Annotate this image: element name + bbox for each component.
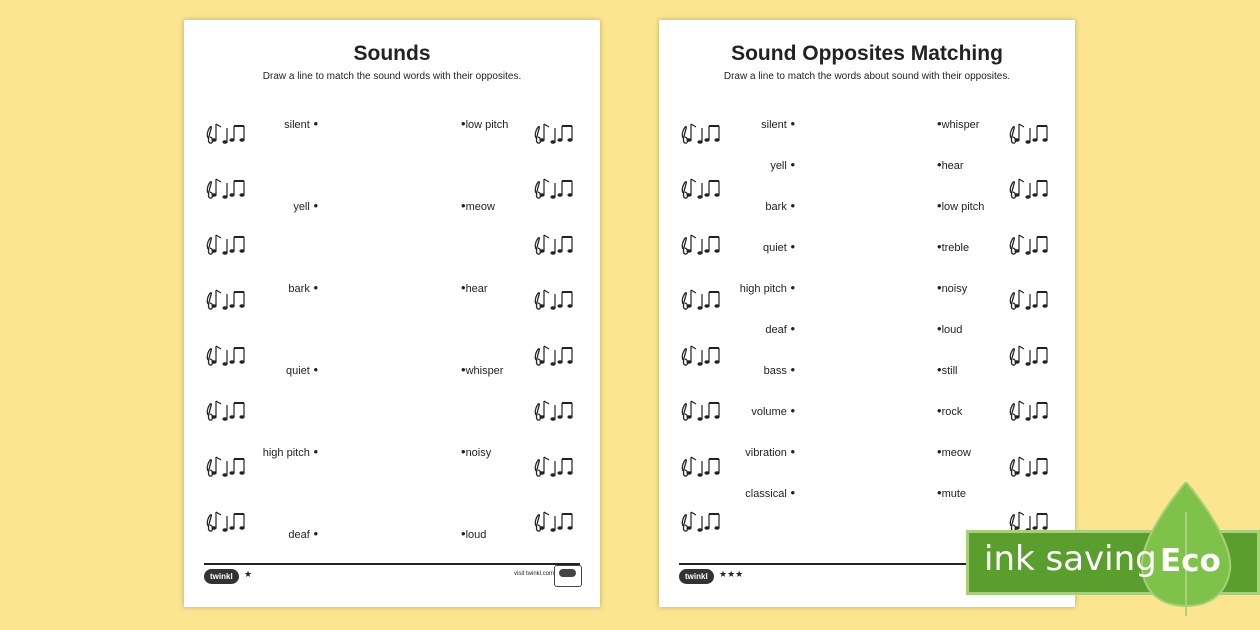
right-word: • low pitch bbox=[461, 116, 508, 131]
instructions: Draw a line to match the words about sound with their opposites. bbox=[723, 71, 1011, 82]
music-notes-icon bbox=[679, 506, 725, 536]
music-notes-icon bbox=[532, 506, 578, 536]
music-notes-icon bbox=[204, 506, 250, 536]
left-word: high pitch • bbox=[675, 280, 795, 295]
music-notes-icon bbox=[1007, 284, 1053, 314]
right-word: • loud bbox=[461, 526, 486, 541]
right-word: • noisy bbox=[937, 280, 967, 295]
left-word: silent • bbox=[675, 116, 795, 131]
difficulty-stars: ★★★ bbox=[719, 569, 744, 579]
music-notes-icon bbox=[1007, 118, 1053, 148]
footer-divider bbox=[204, 563, 580, 565]
left-word: deaf • bbox=[675, 321, 795, 336]
music-notes-icon bbox=[679, 118, 725, 148]
right-word: • treble bbox=[937, 239, 969, 254]
right-word: • whisper bbox=[937, 116, 979, 131]
music-notes-icon bbox=[679, 451, 725, 481]
music-notes-icon bbox=[679, 229, 725, 259]
right-word: • meow bbox=[461, 198, 495, 213]
worksheet-sounds bbox=[184, 20, 600, 607]
music-notes-icon bbox=[532, 284, 578, 314]
left-word: bass • bbox=[675, 362, 795, 377]
music-notes-icon bbox=[204, 229, 250, 259]
instructions: Draw a line to match the sound words with their opposites. bbox=[262, 71, 522, 82]
worksheet-sound-opposites bbox=[659, 20, 1075, 607]
music-notes-icon bbox=[532, 451, 578, 481]
music-notes-icon bbox=[532, 395, 578, 425]
right-word: • low pitch bbox=[937, 198, 984, 213]
twinkl-logo: twinkl bbox=[679, 569, 714, 584]
music-notes-icon bbox=[679, 284, 725, 314]
right-word: • still bbox=[937, 362, 957, 377]
page-title: Sounds bbox=[353, 42, 431, 65]
music-notes-icon bbox=[1007, 173, 1053, 203]
music-notes-icon bbox=[204, 173, 250, 203]
music-notes-icon bbox=[679, 340, 725, 370]
music-notes-icon bbox=[532, 340, 578, 370]
left-word: quiet • bbox=[198, 362, 318, 377]
right-word: • meow bbox=[937, 444, 971, 459]
right-word: • hear bbox=[937, 157, 964, 172]
music-notes-icon bbox=[204, 118, 250, 148]
right-word: • rock bbox=[937, 403, 962, 418]
left-word: volume • bbox=[675, 403, 795, 418]
difficulty-stars: ★ bbox=[244, 569, 253, 579]
page-title: Sound Opposites Matching bbox=[731, 42, 1003, 65]
music-notes-icon bbox=[679, 395, 725, 425]
twinkl-badge-icon bbox=[554, 565, 582, 587]
music-notes-icon bbox=[1007, 340, 1053, 370]
music-notes-icon bbox=[532, 173, 578, 203]
ink-saving-label: ink saving bbox=[984, 539, 1157, 579]
music-notes-icon bbox=[204, 395, 250, 425]
right-word: • noisy bbox=[461, 444, 491, 459]
twinkl-logo: twinkl bbox=[204, 569, 239, 584]
left-word: bark • bbox=[675, 198, 795, 213]
left-word: high pitch • bbox=[198, 444, 318, 459]
right-word: • hear bbox=[461, 280, 488, 295]
left-word: vibration • bbox=[675, 444, 795, 459]
left-word: yell • bbox=[675, 157, 795, 172]
left-word: classical • bbox=[675, 485, 795, 500]
music-notes-icon bbox=[204, 451, 250, 481]
left-word: silent • bbox=[198, 116, 318, 131]
music-notes-icon bbox=[1007, 229, 1053, 259]
right-word: • loud bbox=[937, 321, 962, 336]
music-notes-icon bbox=[679, 173, 725, 203]
visit-link-text: visit twinkl.com bbox=[513, 571, 554, 577]
music-notes-icon bbox=[1007, 451, 1053, 481]
left-word: bark • bbox=[198, 280, 318, 295]
music-notes-icon bbox=[204, 284, 250, 314]
left-word: deaf • bbox=[198, 526, 318, 541]
music-notes-icon bbox=[204, 340, 250, 370]
right-word: • mute bbox=[937, 485, 966, 500]
left-word: yell • bbox=[198, 198, 318, 213]
music-notes-icon bbox=[532, 229, 578, 259]
music-notes-icon bbox=[532, 118, 578, 148]
eco-label: Eco bbox=[1160, 543, 1221, 579]
right-word: • whisper bbox=[461, 362, 503, 377]
music-notes-icon bbox=[1007, 395, 1053, 425]
left-word: quiet • bbox=[675, 239, 795, 254]
